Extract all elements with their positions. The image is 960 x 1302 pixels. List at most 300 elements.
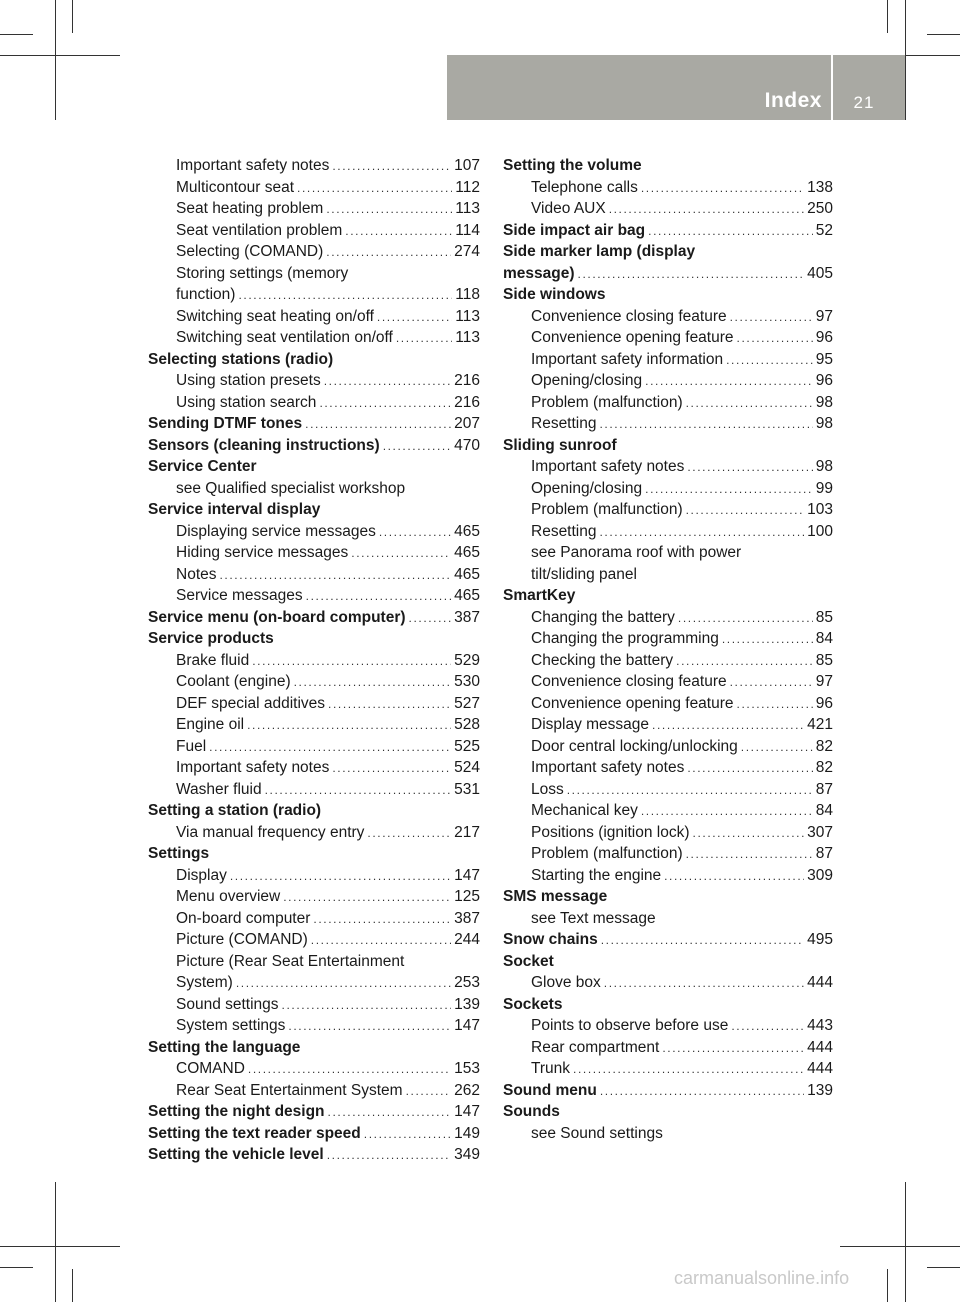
crop-mark — [72, 0, 73, 33]
index-entry — [148, 456, 480, 478]
index-entry-text: Side marker lamp (display — [503, 243, 696, 260]
index-entry-text: Telephone calls — [531, 178, 638, 196]
crop-mark — [0, 1246, 120, 1247]
index-entry — [503, 822, 833, 844]
dot-leader — [294, 672, 452, 694]
dot-leader — [238, 285, 452, 307]
index-entry-page: 99 — [815, 479, 833, 497]
index-entry-page: 113 — [455, 200, 480, 217]
index-entry — [148, 241, 480, 263]
index-entry — [148, 908, 480, 930]
index-entry-text: Points to observe before use — [531, 1017, 729, 1034]
crop-mark — [55, 0, 56, 120]
index-entry — [148, 650, 480, 672]
index-entry-page: 87 — [815, 780, 833, 798]
index-entry — [503, 908, 833, 930]
index-entry-text: Setting the text reader speed — [148, 1124, 361, 1142]
dot-leader — [645, 371, 813, 393]
index-entry-page: 85 — [815, 608, 833, 626]
header-divider — [831, 55, 833, 120]
section-title: Index — [764, 89, 822, 112]
index-entry-text: Opening/closing — [531, 372, 643, 389]
index-entry-text: Service menu (on-board computer) — [148, 608, 406, 626]
index-entry-page: 96 — [815, 694, 833, 712]
index-entry — [503, 370, 833, 392]
index-entry-text: Service products — [148, 630, 274, 647]
index-entry-text: Selecting (COMAND) — [176, 243, 324, 260]
index-entry-text: Switching seat ventilation on/off — [176, 329, 393, 346]
index-entry — [503, 1058, 833, 1080]
index-entry — [148, 1080, 480, 1102]
dot-leader — [648, 221, 813, 243]
index-entry-page: 465 — [454, 544, 480, 561]
dot-leader — [604, 973, 804, 995]
index-entry-text: Convenience opening feature — [531, 329, 734, 346]
dot-leader — [687, 457, 812, 479]
index-column-right — [503, 155, 833, 1144]
index-entry — [148, 155, 480, 177]
index-entry-text: Notes — [176, 565, 217, 583]
index-entry-page: 147 — [454, 866, 480, 884]
crop-mark — [0, 1267, 33, 1268]
dot-leader — [306, 586, 451, 608]
dot-leader — [379, 522, 451, 544]
dot-leader — [220, 565, 452, 587]
index-entry-text: Setting a station (radio) — [148, 802, 322, 819]
index-entry-page: 82 — [815, 737, 833, 755]
index-entry-text: Important safety notes — [176, 157, 330, 174]
index-entry — [503, 693, 833, 715]
index-entry — [148, 263, 480, 285]
index-entry — [148, 284, 480, 306]
index-entry-text: see Text message — [531, 909, 656, 927]
dot-leader — [377, 307, 452, 329]
index-entry-text: Problem (malfunction) — [531, 501, 683, 518]
dot-leader — [345, 221, 452, 243]
index-entry-page: 96 — [815, 372, 833, 389]
index-entry-page: 528 — [454, 716, 480, 733]
dot-leader — [731, 1016, 804, 1038]
index-entry-page: 84 — [815, 630, 833, 647]
index-entry-text: tilt/sliding panel — [531, 565, 637, 583]
dot-leader — [248, 1059, 451, 1081]
index-entry-text: Service Center — [148, 458, 257, 475]
index-entry-page: 139 — [454, 995, 480, 1013]
dot-leader — [645, 479, 813, 501]
index-entry — [148, 822, 480, 844]
dot-leader — [737, 694, 813, 716]
index-entry — [503, 177, 833, 199]
index-entry-text: Problem (malfunction) — [531, 393, 683, 411]
index-entry — [503, 564, 833, 586]
dot-leader — [409, 608, 452, 630]
dot-leader — [282, 995, 452, 1017]
index-entry-text: Picture (Rear Seat Entertainment — [176, 952, 405, 970]
dot-leader — [641, 801, 813, 823]
dot-leader — [609, 199, 804, 221]
index-entry-page: 421 — [807, 716, 833, 733]
index-entry-text: see Panorama roof with power — [531, 544, 742, 561]
dot-leader — [578, 264, 805, 286]
index-entry-text: Fuel — [176, 737, 207, 755]
index-entry-page: 103 — [807, 501, 833, 518]
dot-leader — [652, 715, 804, 737]
dot-leader — [737, 328, 813, 350]
dot-leader — [367, 823, 451, 845]
crop-mark — [0, 55, 120, 56]
dot-leader — [600, 1081, 804, 1103]
crop-mark — [927, 34, 960, 35]
index-entry — [148, 779, 480, 801]
index-entry-text: Changing the battery — [531, 608, 675, 626]
header-band — [447, 55, 905, 120]
dot-leader — [678, 608, 813, 630]
index-entry-text: Convenience opening feature — [531, 694, 734, 712]
index-entry-page: 216 — [454, 372, 480, 389]
dot-leader — [328, 694, 451, 716]
index-entry — [148, 843, 480, 865]
index-entry — [503, 1037, 833, 1059]
index-entry-page: 250 — [807, 200, 833, 217]
index-entry-text: System) — [176, 974, 233, 991]
index-entry — [148, 1123, 480, 1145]
index-entry-page: 465 — [454, 587, 480, 604]
index-entry — [148, 628, 480, 650]
index-entry-page: 147 — [454, 1017, 480, 1034]
crop-mark — [0, 34, 33, 35]
index-entry-text: On-board computer — [176, 909, 311, 927]
index-entry — [148, 478, 480, 500]
index-entry — [503, 671, 833, 693]
index-entry-text: Important safety information — [531, 350, 724, 368]
dot-leader — [601, 930, 804, 952]
dot-leader — [230, 866, 451, 888]
index-entry — [503, 757, 833, 779]
index-entry-text: Setting the night design — [148, 1103, 325, 1120]
index-entry-page: 527 — [454, 694, 480, 712]
index-entry — [148, 736, 480, 758]
index-entry-text: Sound settings — [176, 995, 279, 1013]
index-entry — [148, 370, 480, 392]
index-entry-text: function) — [176, 286, 236, 303]
index-entry-page: 524 — [454, 759, 480, 776]
index-entry-page: 444 — [807, 1038, 833, 1056]
index-entry — [503, 714, 833, 736]
index-entry-page: 87 — [815, 845, 833, 862]
index-entry-page: 443 — [807, 1017, 833, 1034]
index-entry — [148, 327, 480, 349]
index-entry-text: Changing the programming — [531, 630, 719, 647]
index-entry-page: 349 — [454, 1146, 480, 1163]
dot-leader — [319, 393, 451, 415]
index-entry-page: 107 — [454, 157, 480, 174]
index-entry-text: Setting the volume — [503, 157, 642, 174]
dot-leader — [209, 737, 451, 759]
index-entry-text: Important safety notes — [531, 458, 685, 475]
watermark: carmanualsonline.info — [674, 1268, 850, 1288]
index-entry-page: 253 — [454, 974, 480, 991]
index-entry — [503, 628, 833, 650]
index-entry-text: Trunk — [531, 1060, 571, 1077]
index-entry — [503, 972, 833, 994]
index-entry-text: Via manual frequency entry — [176, 823, 365, 841]
dot-leader — [693, 823, 805, 845]
index-entry-page: 262 — [454, 1081, 480, 1099]
index-entry-text: Starting the engine — [531, 866, 662, 884]
index-entry-page: 307 — [807, 823, 833, 841]
index-entry — [148, 951, 480, 973]
index-entry-text: Problem (malfunction) — [531, 845, 683, 862]
index-entry-page: 405 — [807, 264, 833, 282]
index-entry-text: Washer fluid — [176, 780, 262, 798]
index-entry-page: 85 — [815, 651, 833, 669]
index-entry — [503, 1101, 833, 1123]
index-entry-page: 112 — [455, 178, 480, 196]
index-entry-page: 244 — [454, 931, 480, 948]
index-entry-page: 153 — [454, 1060, 480, 1077]
index-entry-page: 531 — [454, 780, 480, 798]
dot-leader — [326, 199, 452, 221]
index-entry-text: Using station search — [176, 393, 317, 411]
index-entry-text: Service interval display — [148, 501, 321, 518]
index-entry — [503, 327, 833, 349]
index-entry — [148, 177, 480, 199]
dot-leader — [686, 500, 805, 522]
index-entry-text: Resetting — [531, 415, 597, 432]
index-entry-text: Sound menu — [503, 1081, 597, 1099]
index-entry-page: 444 — [807, 1060, 833, 1077]
dot-leader — [687, 758, 812, 780]
index-entry-page: 97 — [815, 307, 833, 325]
index-entry — [503, 1015, 833, 1037]
index-entry-text: Seat heating problem — [176, 200, 324, 217]
index-entry — [148, 800, 480, 822]
index-entry-page: 113 — [455, 307, 480, 325]
index-entry — [503, 413, 833, 435]
dot-leader — [726, 350, 813, 372]
index-entry-text: see Qualified specialist workshop — [176, 479, 406, 497]
index-entry — [503, 284, 833, 306]
index-entry — [148, 929, 480, 951]
index-entry-text: Engine oil — [176, 716, 245, 733]
index-entry-page: 97 — [815, 673, 833, 690]
index-entry-page: 465 — [454, 522, 480, 540]
index-entry — [148, 671, 480, 693]
index-entry-text: Service messages — [176, 587, 303, 604]
crop-mark — [905, 1182, 906, 1302]
page-number: 21 — [853, 93, 875, 112]
index-entry — [503, 349, 833, 371]
index-entry-text: Settings — [148, 845, 210, 862]
index-entry-text: Convenience closing feature — [531, 673, 727, 690]
index-entry — [503, 650, 833, 672]
index-entry-page: 52 — [815, 221, 833, 239]
index-entry — [503, 456, 833, 478]
index-entry-text: DEF special additives — [176, 694, 326, 712]
dot-leader — [328, 1102, 452, 1124]
dot-leader — [283, 887, 451, 909]
index-entry-text: Resetting — [531, 522, 597, 540]
index-entry-text: Side impact air bag — [503, 221, 646, 239]
index-entry — [503, 994, 833, 1016]
index-entry — [503, 435, 833, 457]
dot-leader — [741, 737, 813, 759]
dot-leader — [265, 780, 452, 802]
dot-leader — [313, 909, 451, 931]
index-entry — [148, 499, 480, 521]
index-entry — [503, 585, 833, 607]
index-entry — [503, 929, 833, 951]
index-entry — [503, 1123, 833, 1145]
index-entry-page: 125 — [454, 888, 480, 905]
crop-mark — [905, 0, 906, 120]
index-entry-page: 84 — [815, 802, 833, 819]
index-entry-text: Menu overview — [176, 888, 281, 905]
index-entry — [503, 865, 833, 887]
index-entry — [148, 1058, 480, 1080]
index-entry — [148, 349, 480, 371]
dot-leader — [324, 371, 451, 393]
dot-leader — [305, 414, 451, 436]
dot-leader — [686, 393, 813, 415]
index-entry-page: 95 — [815, 350, 833, 368]
index-entry-page: 114 — [455, 221, 480, 239]
index-entry-text: COMAND — [176, 1060, 245, 1077]
index-entry-page: 387 — [454, 909, 480, 927]
index-entry-page: 207 — [454, 415, 480, 432]
index-entry-text: Switching seat heating on/off — [176, 307, 374, 325]
crop-mark — [55, 1182, 56, 1302]
index-entry-page: 139 — [807, 1081, 833, 1099]
index-entry — [148, 220, 480, 242]
index-entry — [148, 1101, 480, 1123]
index-entry — [503, 886, 833, 908]
crop-mark — [72, 1269, 73, 1302]
index-entry-text: Loss — [531, 780, 564, 798]
index-entry-page: 529 — [454, 651, 480, 669]
index-entry-text: Display message — [531, 716, 650, 733]
index-entry-page: 82 — [815, 759, 833, 776]
crop-mark — [887, 1269, 888, 1302]
index-entry-text: SmartKey — [503, 587, 576, 604]
index-entry-text: Checking the battery — [531, 651, 674, 669]
index-entry — [503, 521, 833, 543]
dot-leader — [288, 1016, 451, 1038]
dot-leader — [311, 930, 451, 952]
index-entry-text: Convenience closing feature — [531, 307, 727, 325]
index-entry-text: Snow chains — [503, 931, 598, 948]
index-entry-page: 495 — [807, 931, 833, 948]
index-entry — [148, 521, 480, 543]
index-entry — [148, 306, 480, 328]
index-entry-text: Setting the language — [148, 1038, 301, 1056]
index-entry — [148, 865, 480, 887]
index-entry-text: Hiding service messages — [176, 544, 349, 561]
index-entry — [148, 585, 480, 607]
index-entry-text: Sensors (cleaning instructions) — [148, 436, 380, 454]
index-entry-text: SMS message — [503, 888, 608, 905]
index-entry-page: 465 — [454, 565, 480, 583]
index-entry — [148, 1037, 480, 1059]
index-entry-page: 216 — [454, 393, 480, 411]
index-entry-page: 470 — [454, 436, 480, 454]
index-entry-text: Picture (COMAND) — [176, 931, 308, 948]
index-entry-text: Sounds — [503, 1103, 560, 1120]
index-entry-page: 100 — [807, 522, 833, 540]
index-entry-text: Mechanical key — [531, 802, 638, 819]
index-entry — [503, 607, 833, 629]
dot-leader — [351, 543, 451, 565]
index-entry-text: Setting the vehicle level — [148, 1146, 324, 1163]
dot-leader — [641, 178, 804, 200]
index-entry-text: Sockets — [503, 995, 563, 1013]
index-entry-text: Selecting stations (radio) — [148, 350, 334, 368]
dot-leader — [599, 522, 804, 544]
index-entry — [148, 198, 480, 220]
index-entry — [148, 607, 480, 629]
index-entry — [503, 155, 833, 177]
dot-leader — [383, 436, 451, 458]
index-entry — [503, 1080, 833, 1102]
index-entry-page: 274 — [454, 243, 480, 260]
crop-mark — [927, 1267, 960, 1268]
index-entry-text: Socket — [503, 952, 554, 970]
index-entry — [503, 220, 833, 242]
index-entry — [148, 1015, 480, 1037]
dot-leader — [247, 715, 451, 737]
index-entry-text: Display — [176, 866, 227, 884]
index-entry — [503, 499, 833, 521]
index-entry-text: Important safety notes — [531, 759, 685, 776]
index-entry-text: Coolant (engine) — [176, 673, 291, 690]
index-entry-page: 98 — [815, 458, 833, 475]
index-entry — [503, 951, 833, 973]
index-entry-text: Important safety notes — [176, 759, 330, 776]
index-entry-text: message) — [503, 264, 575, 282]
index-entry-page: 98 — [815, 393, 833, 411]
index-entry-text: Seat ventilation problem — [176, 221, 343, 239]
index-entry-text: Door central locking/unlocking — [531, 737, 738, 755]
index-entry-page: 217 — [454, 823, 480, 841]
index-entry-text: Multicontour seat — [176, 178, 295, 196]
index-entry-page: 525 — [454, 737, 480, 755]
index-entry-page: 309 — [807, 866, 833, 884]
index-entry — [503, 800, 833, 822]
dot-leader — [396, 328, 452, 350]
index-entry-page: 113 — [455, 329, 480, 346]
index-entry — [148, 757, 480, 779]
index-entry-page: 96 — [815, 329, 833, 346]
index-entry-page: 118 — [455, 286, 480, 303]
dot-leader — [722, 629, 813, 651]
index-entry-text: Storing settings (memory — [176, 264, 349, 282]
index-entry — [503, 263, 833, 285]
index-entry-text: Brake fluid — [176, 651, 250, 669]
index-entry — [148, 994, 480, 1016]
index-entry — [148, 972, 480, 994]
index-entry — [148, 413, 480, 435]
index-entry-text: Rear compartment — [531, 1038, 660, 1056]
index-entry — [148, 886, 480, 908]
index-entry — [503, 306, 833, 328]
dot-leader — [332, 156, 451, 178]
dot-leader — [599, 414, 812, 436]
index-entry-page: 149 — [454, 1124, 480, 1142]
index-entry-text: see Sound settings — [531, 1124, 663, 1142]
dot-leader — [406, 1081, 452, 1103]
dot-leader — [676, 651, 813, 673]
dot-leader — [327, 1145, 451, 1167]
